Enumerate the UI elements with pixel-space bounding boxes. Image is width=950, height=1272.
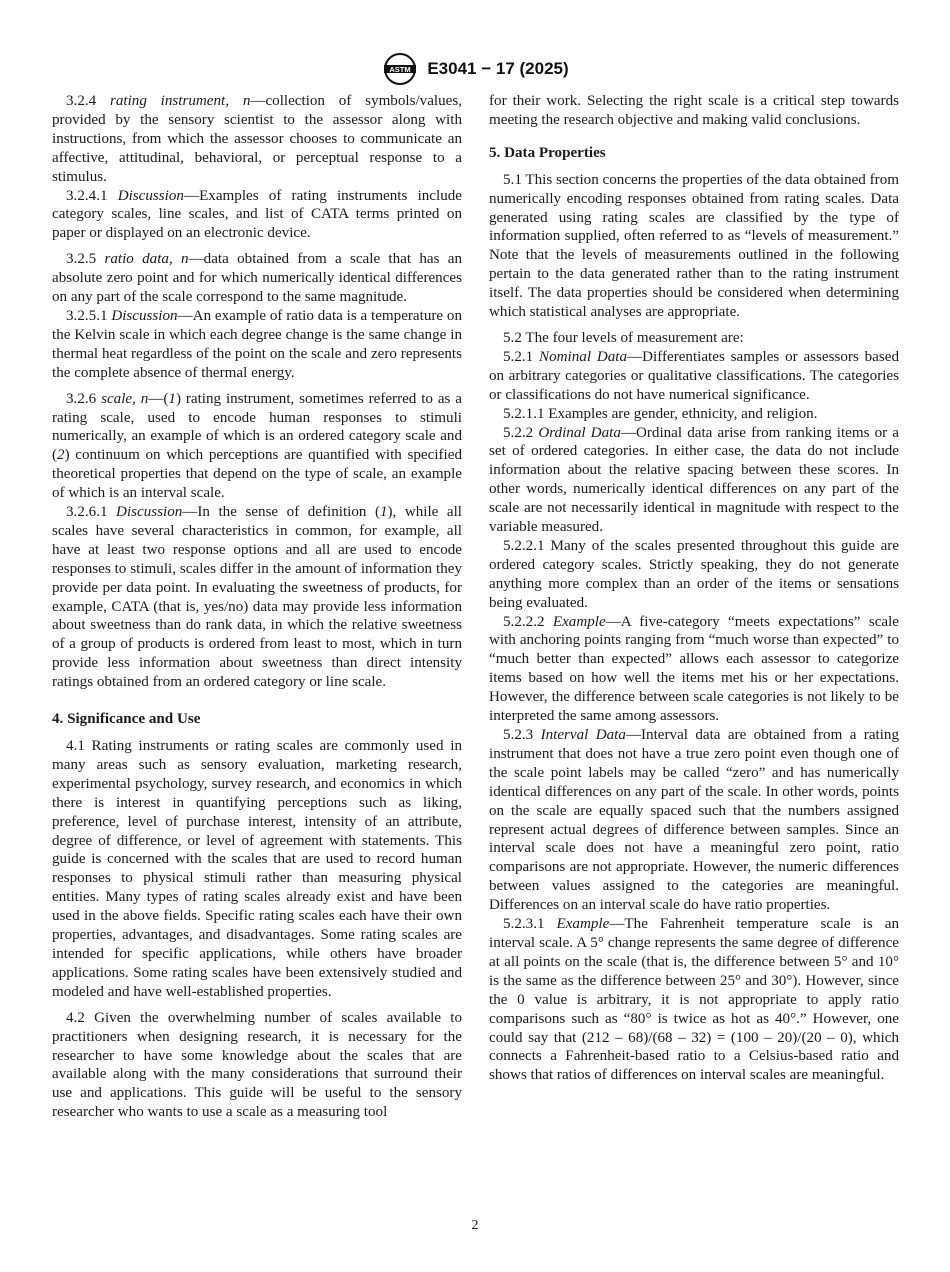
section-3-2-6-1: 3.2.6.1 Discussion—In the sense of definition (1), while all scales have several characteristics in common, for example, all have at least two response options and all are used to encode responses to stimuli, scales differ in the amount of information they provide per data point. In evaluating the sweetness of products, for example, CATA (that is, yes/no) data may provide less information about sweetness than do rank data, in which the relative sweetness of a group of products is ordered from least to most, which in turn provide less information about sweetness than direct intensity ratings obtained from an ordered category or line scale.: [52, 504, 462, 691]
section-3-2-4-1: 3.2.4.1 Discussion—Examples of rating instruments include category scales, line scales, and list of CATA terms printed on paper or displayed on an electronic device.: [52, 187, 462, 242]
section-3-2-5: 3.2.5 ratio data, n—data obtained from a scale that has an absolute zero point and for which numerically identical differences on any part of the scale correspond to the same magnitude.: [52, 251, 463, 306]
section-4-1: 4.1 Rating instruments or rating scales are commonly used in many areas such as sensory evaluation, marketing research, experimental psychology, survey research, and economics in which there is interest in quantifying perceptions such as liking, preference, level of purchase interest, intensity of an attribute, degree of difference, or level of agreement with statements. This guide is concerned with the scales that are used to record human responses to physical stimuli rather than measuring physical entities. Many types of rating scales already exist and have been used in the above fields. Specific rating scales each have their own properties, advantages, and disadvantages. Some rating scales are intended for specific applications, while others have broader applications. Some rating scales have been extensively studied and modeled and have well-established properties.: [52, 738, 462, 1000]
section-5-2-1-1: 5.2.1.1 Examples are gender, ethnicity, and religion.: [503, 405, 818, 422]
section-5-2: 5.2 The four levels of measurement are:: [503, 329, 744, 346]
section-5-2-3-1: 5.2.3.1 Example—The Fahrenheit temperature scale is an interval scale. A 5° change represents the same degree of difference at all points on the scale (that is, the difference between 5° and 10° is the same as the difference between 25° and 30°). However, since the 0 value is arbitrary, it is not appropriate to apply ratio comparisons such as “80° is twice as hot as 40°.” However, one could say that (212 – 68)/(68 – 32) = (100 – 20)/(20 – 0), which connects a Fahrenheit-based ratio to a Celsius-based ratio and shows that ratios of differences on interval scales are meaningful.: [489, 916, 899, 1084]
svg-text:ASTM: ASTM: [389, 65, 411, 74]
section-3-2-4: 3.2.4 rating instrument, n—collection of symbols/values, provided by the sensory scientist to the assessor along with instructions, from which the assessor chooses to communicate an affective, attitudinal, behavioral, or perceptual response to a stimulus.: [52, 93, 462, 185]
section-4-2: 4.2 Given the overwhelming number of scales available to practitioners when designing research, it is necessary for the researcher to have some knowledge about the scales that are available along with the many considerations that surround their use and applications. This guide will be useful to the sensory researcher who wants to use a scale as a measuring tool: [52, 1009, 462, 1121]
section-3-2-6: 3.2.6 scale, n—(1) rating instrument, sometimes referred to as a rating scale, used to encode human responses to stimuli numerically, an example of which is an ordered category scale and (2) continuum on which perceptions are quantified with specified theoretical properties that depend on the type of scale, an example of which is an interval scale.: [52, 390, 463, 502]
section-5-2-3: 5.2.3 Interval Data—Interval data are obtained from a rating instrument that does not have a true zero point even though one of the scale point labels may be called “zero” and has numerically identical differences on any part of the scale. In other words, points on the scale are equally spaced such that the numbers assigned represent actual degrees of difference between samples. Since an interval scale does not have a meaningful zero point, ratio comparisons are not appropriate. However, the numeric differences between values assigned to the categories are meaningful. Differences on an interval scale do have ratio properties.: [489, 727, 900, 914]
section-4-heading: 4. Significance and Use: [52, 711, 201, 728]
right-column: [489, 92, 899, 1085]
section-5-heading: 5. Data Properties: [489, 144, 606, 161]
section-5-2-2: 5.2.2 Ordinal Data—Ordinal data arise from ranking items or a set of ordered categories. In either case, the data do not include information about the relative spacing between these scores. In other words, numerically identical differences on any part of the scale are not necessarily identical in magnitude with respect to the variable measured.: [489, 424, 899, 536]
section-5-2-2-2: 5.2.2.2 Example—A five-category “meets expectations” scale with anchoring points ranging from “much worse than expected” to “much better than expected” allows each assessor to categorize items based on how well the items met his or her expectations. However, the difference between scale categories is not likely to be interpreted the same among assessors.: [489, 613, 899, 725]
section-3-2-5-1: 3.2.5.1 Discussion—An example of ratio data is a temperature on the Kelvin scale in which each degree change is the same change in thermal heat regardless of the point on the scale and zero represents the complete absence of thermal energy.: [52, 307, 462, 381]
section-5-1: 5.1 This section concerns the properties of the data obtained from numerically encoding responses obtained from rating scales. Data generated using rating scales are classified by the type of information supplied, often referred to as “levels of measurement.” Note that the levels of measurements outlined in the following pertain to the data generated rather than to the rating instrument itself. The data properties should be considered when determining which statistical analyses are appropriate.: [489, 171, 899, 321]
page-header: [0, 52, 950, 91]
page-number: 2: [471, 1218, 479, 1233]
astm-logo-icon: [381, 52, 419, 86]
section-5-2-1: 5.2.1 Nominal Data—Differentiates samples or assessors based on arbitrary categories or qualitative classifications. The categories or classifications do not have numerical significance.: [489, 348, 900, 403]
document-designation: E3041 − 17 (2025): [427, 59, 569, 78]
section-4-2-continued: for their work. Selecting the right scale is a critical step towards meeting the research objective and making valid conclusions.: [489, 93, 899, 128]
left-column: [52, 92, 462, 1122]
section-5-2-2-1: 5.2.2.1 Many of the scales presented throughout this guide are ordered category scales. Strictly speaking, they do not generate anything more complex than an order of the items or sensations being evaluated.: [489, 537, 899, 611]
